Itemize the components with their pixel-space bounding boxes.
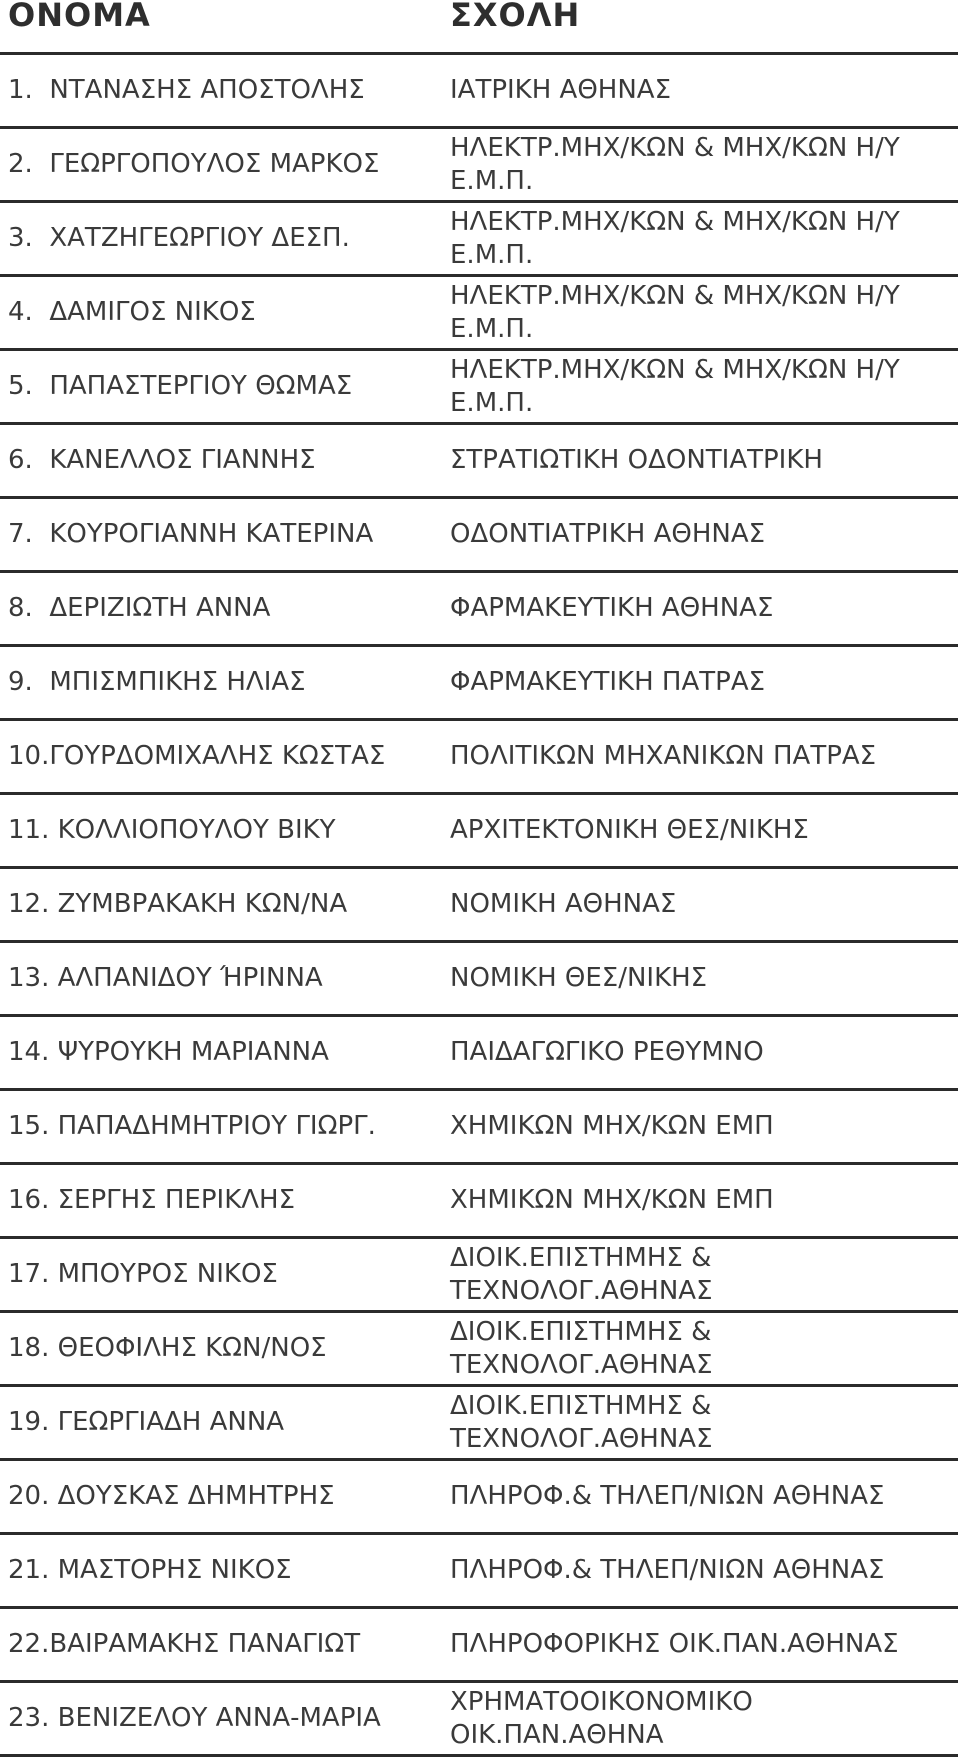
student-name: 16. ΣΕΡΓΗΣ ΠΕΡΙΚΛΗΣ bbox=[8, 1185, 296, 1215]
student-name: 9. ΜΠΙΣΜΠΙΚΗΣ ΗΛΙΑΣ bbox=[8, 667, 306, 697]
school-name: ΗΛΕΚΤΡ.ΜΗΧ/ΚΩΝ & ΜΗΧ/ΚΩΝ Η/Υ Ε.Μ.Π. bbox=[450, 280, 900, 344]
table-row bbox=[0, 203, 958, 277]
student-name: 6. ΚΑΝΕΛΛΟΣ ΓΙΑΝΝΗΣ bbox=[8, 445, 316, 475]
school-name: ΔΙΟΙΚ.ΕΠΙΣΤΗΜΗΣ & ΤΕΧΝΟΛΟΓ.ΑΘΗΝΑΣ bbox=[450, 1390, 713, 1454]
table-row bbox=[0, 129, 958, 203]
student-name: 3. ΧΑΤΖΗΓΕΩΡΓΙΟΥ ΔΕΣΠ. bbox=[8, 223, 350, 253]
table-row bbox=[0, 1461, 958, 1535]
table-row bbox=[0, 351, 958, 425]
school-name: ΣΤΡΑΤΙΩΤΙΚΗ ΟΔΟΝΤΙΑΤΡΙΚΗ bbox=[450, 445, 823, 475]
table-row bbox=[0, 573, 958, 647]
school-name: ΝΟΜΙΚΗ ΘΕΣ/ΝΙΚΗΣ bbox=[450, 963, 708, 993]
student-name: 20. ΔΟΥΣΚΑΣ ΔΗΜΗΤΡΗΣ bbox=[8, 1481, 335, 1511]
school-name: ΝΟΜΙΚΗ ΑΘΗΝΑΣ bbox=[450, 889, 677, 919]
student-name: 8. ΔΕΡΙΖΙΩΤΗ ΑΝΝΑ bbox=[8, 593, 271, 623]
school-name: ΠΛΗΡΟΦΟΡΙΚΗΣ ΟΙΚ.ΠΑΝ.ΑΘΗΝΑΣ bbox=[450, 1629, 899, 1659]
student-name: 15. ΠΑΠΑΔΗΜΗΤΡΙΟΥ ΓΙΩΡΓ. bbox=[8, 1111, 376, 1141]
student-name: 4. ΔΑΜΙΓΟΣ ΝΙΚΟΣ bbox=[8, 297, 256, 327]
table-row bbox=[0, 55, 958, 129]
column-header-name: ΟΝΟΜΑ bbox=[8, 0, 151, 34]
student-name: 12. ΖΥΜΒΡΑΚΑΚΗ ΚΩΝ/ΝΑ bbox=[8, 889, 348, 919]
table-row bbox=[0, 1165, 958, 1239]
table-row bbox=[0, 1239, 958, 1313]
school-name: ΠΑΙΔΑΓΩΓΙΚΟ ΡΕΘΥΜΝΟ bbox=[450, 1037, 764, 1067]
student-name: 23. ΒΕΝΙΖΕΛΟΥ ΑΝΝΑ-ΜΑΡΙΑ bbox=[8, 1703, 381, 1733]
student-name: 14. ΨΥΡΟΥΚΗ ΜΑΡΙΑΝΝΑ bbox=[8, 1037, 329, 1067]
table-row bbox=[0, 647, 958, 721]
table-row bbox=[0, 1535, 958, 1609]
table-row bbox=[0, 1091, 958, 1165]
table-row bbox=[0, 795, 958, 869]
school-name: ΧΗΜΙΚΩΝ ΜΗΧ/ΚΩΝ ΕΜΠ bbox=[450, 1111, 774, 1141]
school-name: ΧΗΜΙΚΩΝ ΜΗΧ/ΚΩΝ ΕΜΠ bbox=[450, 1185, 774, 1215]
school-name: ΙΑΤΡΙΚΗ ΑΘΗΝΑΣ bbox=[450, 75, 672, 105]
school-name: ΑΡΧΙΤΕΚΤΟΝΙΚΗ ΘΕΣ/ΝΙΚΗΣ bbox=[450, 815, 809, 845]
school-name: ΦΑΡΜΑΚΕΥΤΙΚΗ ΑΘΗΝΑΣ bbox=[450, 593, 774, 623]
school-name: ΔΙΟΙΚ.ΕΠΙΣΤΗΜΗΣ & ΤΕΧΝΟΛΟΓ.ΑΘΗΝΑΣ bbox=[450, 1316, 713, 1380]
table-row bbox=[0, 425, 958, 499]
student-name: 2. ΓΕΩΡΓΟΠΟΥΛΟΣ ΜΑΡΚΟΣ bbox=[8, 149, 380, 179]
table-row bbox=[0, 1313, 958, 1387]
table-row bbox=[0, 499, 958, 573]
student-name: 19. ΓΕΩΡΓΙΑΔΗ ΑΝΝΑ bbox=[8, 1407, 285, 1437]
school-name: ΠΛΗΡΟΦ.& ΤΗΛΕΠ/ΝΙΩΝ ΑΘΗΝΑΣ bbox=[450, 1481, 885, 1511]
school-name: ΗΛΕΚΤΡ.ΜΗΧ/ΚΩΝ & ΜΗΧ/ΚΩΝ Η/Υ Ε.Μ.Π. bbox=[450, 132, 900, 196]
table-row bbox=[0, 1387, 958, 1461]
table-body bbox=[0, 55, 958, 1757]
student-name: 5. ΠΑΠΑΣΤΕΡΓΙΟΥ ΘΩΜΑΣ bbox=[8, 371, 353, 401]
table-row bbox=[0, 943, 958, 1017]
student-name: 1. ΝΤΑΝΑΣΗΣ ΑΠΟΣΤΟΛΗΣ bbox=[8, 75, 365, 105]
table-row bbox=[0, 869, 958, 943]
table-row bbox=[0, 1609, 958, 1683]
student-name: 22.ΒΑΙΡΑΜΑΚΗΣ ΠΑΝΑΓΙΩΤ bbox=[8, 1629, 361, 1659]
table-row bbox=[0, 1017, 958, 1091]
student-name: 18. ΘΕΟΦΙΛΗΣ ΚΩΝ/ΝΟΣ bbox=[8, 1333, 327, 1363]
student-name: 7. ΚΟΥΡΟΓΙΑΝΝΗ ΚΑΤΕΡΙΝΑ bbox=[8, 519, 374, 549]
table-row bbox=[0, 1683, 958, 1757]
student-name: 13. ΑΛΠΑΝΙΔΟΥ ΉΡΙΝΝΑ bbox=[8, 963, 323, 993]
column-header-school: ΣΧΟΛΗ bbox=[450, 0, 581, 34]
table-row bbox=[0, 277, 958, 351]
school-name: ΔΙΟΙΚ.ΕΠΙΣΤΗΜΗΣ & ΤΕΧΝΟΛΟΓ.ΑΘΗΝΑΣ bbox=[450, 1242, 713, 1306]
school-name: ΟΔΟΝΤΙΑΤΡΙΚΗ ΑΘΗΝΑΣ bbox=[450, 519, 766, 549]
student-name: 21. ΜΑΣΤΟΡΗΣ ΝΙΚΟΣ bbox=[8, 1555, 292, 1585]
student-name: 11. ΚΟΛΛΙΟΠΟΥΛΟΥ ΒΙΚΥ bbox=[8, 815, 336, 845]
school-name: ΗΛΕΚΤΡ.ΜΗΧ/ΚΩΝ & ΜΗΧ/ΚΩΝ Η/Υ Ε.Μ.Π. bbox=[450, 354, 900, 418]
table-header bbox=[0, 0, 958, 55]
school-name: ΧΡΗΜΑΤΟΟΙΚΟΝΟΜΙΚΟ ΟΙΚ.ΠΑΝ.ΑΘΗΝΑ bbox=[450, 1686, 753, 1750]
school-name: ΗΛΕΚΤΡ.ΜΗΧ/ΚΩΝ & ΜΗΧ/ΚΩΝ Η/Υ Ε.Μ.Π. bbox=[450, 206, 900, 270]
school-name: ΠΟΛΙΤΙΚΩΝ ΜΗΧΑΝΙΚΩΝ ΠΑΤΡΑΣ bbox=[450, 741, 877, 771]
student-name: 10.ΓΟΥΡΔΟΜΙΧΑΛΗΣ ΚΩΣΤΑΣ bbox=[8, 741, 386, 771]
school-name: ΦΑΡΜΑΚΕΥΤΙΚΗ ΠΑΤΡΑΣ bbox=[450, 667, 766, 697]
table-row bbox=[0, 721, 958, 795]
student-name: 17. ΜΠΟΥΡΟΣ ΝΙΚΟΣ bbox=[8, 1259, 278, 1289]
school-name: ΠΛΗΡΟΦ.& ΤΗΛΕΠ/ΝΙΩΝ ΑΘΗΝΑΣ bbox=[450, 1555, 885, 1585]
